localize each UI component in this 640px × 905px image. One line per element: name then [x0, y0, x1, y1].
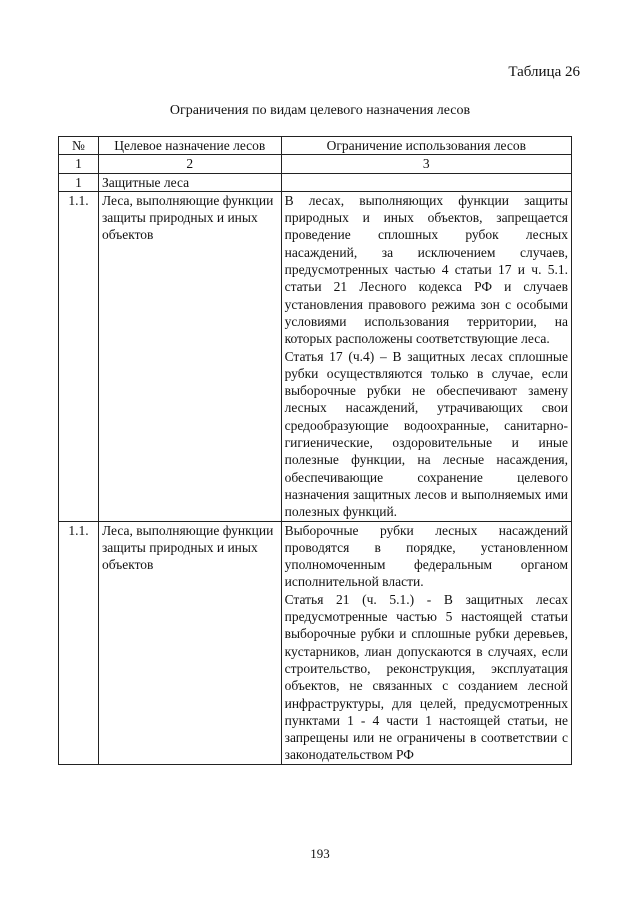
section-empty-cell	[281, 173, 571, 191]
column-number: 2	[98, 155, 281, 173]
row-purpose: Леса, выполняющие функции защиты природных и иных объектов	[98, 191, 281, 521]
section-num: 1	[59, 173, 99, 191]
restriction-article-text: Статья 21 (ч. 5.1.) - В защитных лесах предусмотренные частью 5 настоящей статьи выборочные рубки и сплошные рубки деревьев, кустарников, лиан допускаются в случаях, если строительство, реконструкция, эксплуатация объектов, не связанных с созданием лесной инфраструктуры, для целей, предусмотренных пунктами 1 - 4 части 1 настоящей статьи, не запрещены или не ограничены в соответствии с законодательством РФ	[284, 591, 568, 763]
table-number-label: Таблица 26	[508, 64, 580, 80]
table-row	[59, 521, 572, 764]
restriction-main-text: В лесах, выполняющих функции защиты природных и иных объектов, запрещается проведение сплошных рубок лесных насаждений, за исключением случаев, предусмотренных частью 4 статьи 17 и ч. 5.1. статьи 21 Лесного кодекса РФ и случаев установления правового режима зон с особыми условиями использования территории, на которых расположены соответствующие леса.	[284, 192, 568, 347]
column-number-row	[59, 155, 572, 173]
column-number: 3	[281, 155, 571, 173]
table-caption: Ограничения по видам целевого назначения лесов	[169, 103, 471, 118]
restriction-article-text: Статья 17 (ч.4) – В защитных лесах сплошные рубки осуществляются только в случае, если выборочные рубки не обеспечивают замену лесных насаждений, утрачивающих свои средообразующие водоохранные, санитарно-гигиенические, оздоровительные и иные полезные функции, на лесные насаждения, обеспечивающие сохранение целевого назначения защитных лесов и выполняемых ими полезных функций.	[284, 348, 568, 520]
row-restriction	[281, 521, 571, 764]
row-purpose: Леса, выполняющие функции защиты природных и иных объектов	[98, 521, 281, 764]
section-row	[59, 173, 572, 191]
header-num: №	[59, 137, 99, 155]
column-number: 1	[59, 155, 99, 173]
row-restriction	[281, 191, 571, 521]
table-row	[59, 191, 572, 521]
page-number: 193	[310, 846, 330, 861]
header-purpose: Целевое назначение лесов	[98, 137, 281, 155]
header-restriction: Ограничение использования лесов	[281, 137, 571, 155]
header-row	[59, 137, 572, 155]
restriction-main-text: Выборочные рубки лесных насаждений проводятся в порядке, установленном уполномоченным федеральным органом исполнительной власти.	[284, 522, 568, 590]
row-num: 1.1.	[59, 521, 99, 764]
row-num: 1.1.	[59, 191, 99, 521]
restrictions-table	[58, 136, 572, 765]
section-title: Защитные леса	[98, 173, 281, 191]
